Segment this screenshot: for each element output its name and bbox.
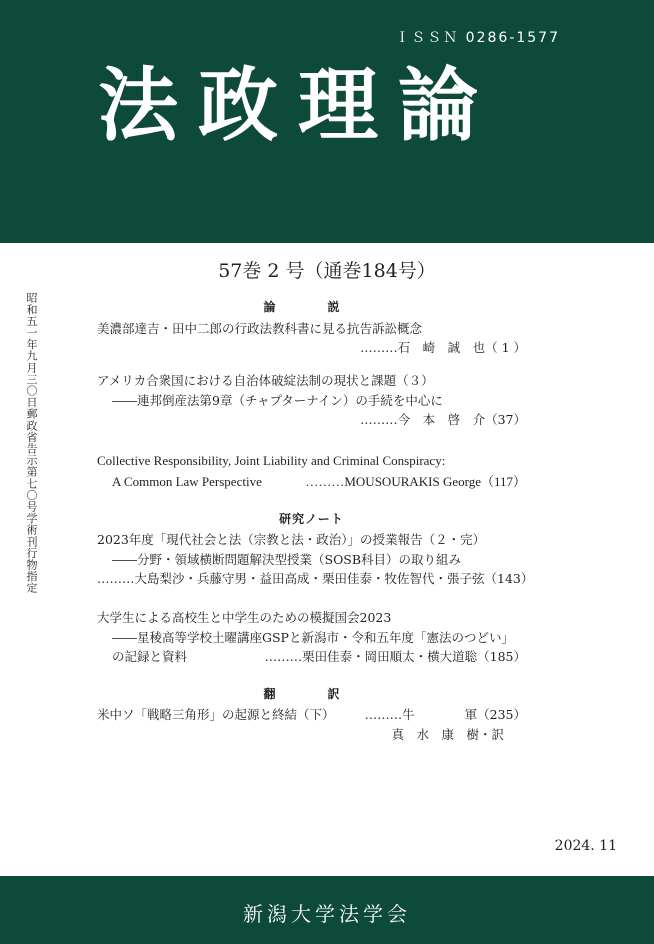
article-title: 2023年度「現代社会と法（宗教と法・政治）」の授業報告（２・完） <box>97 532 486 548</box>
article-translator: 真 水 康 樹・訳 <box>391 726 504 742</box>
publisher-name: 新潟大学法学会 <box>243 902 411 926</box>
article-title: アメリカ合衆国における自治体破綻法制の現状と課題（３） <box>97 373 434 389</box>
article-subtitle-cont: の記録と資料 <box>112 649 188 665</box>
article-title-row <box>97 705 526 724</box>
article-1 <box>97 319 526 358</box>
article-subtitle: ――分野・領域横断問題解決型授業（SOSB科目）の取り組み <box>112 551 462 567</box>
postal-registration-note: 昭和五一年九月三〇日郵政省告示第七〇号学術刊行物指定 <box>25 292 38 594</box>
article-title: Collective Responsibility, Joint Liability and Criminal Conspiracy: <box>97 453 446 469</box>
article-author: ………大島梨沙・兵藤守男・益田高成・栗田佳泰・牧佐智代・張子弦（143） <box>97 571 534 587</box>
article-subtitle: ――星稜高等学校土曜講座GSPと新潟市・令和五年度「憲法のつどい」 <box>112 629 514 645</box>
issn-number: ＩＳＳＮ 0286-1577 <box>395 30 560 46</box>
article-subtitle-row <box>97 647 526 666</box>
article-3 <box>97 451 526 491</box>
article-title: 大学生による高校生と中学生のための模擬国会2023 <box>97 610 392 626</box>
article-subtitle-row <box>97 472 526 492</box>
article-title: 米中ソ「戦略三角形」の起源と終結（下） <box>97 707 335 723</box>
issue-number: 57巻 2 号（通巻184号） <box>218 260 436 282</box>
publication-date: 2024. 11 <box>554 838 617 854</box>
article-author: ………栗田佳泰・岡田順太・横大道聡（185） <box>264 649 526 665</box>
article-subtitle: ――連邦倒産法第9章（チャプターナイン）の手続を中心に <box>112 392 443 408</box>
article-author: ………石 崎 誠 也（ 1 ） <box>360 339 526 355</box>
article-6 <box>97 705 526 744</box>
article-5 <box>97 608 526 666</box>
article-4 <box>97 530 534 588</box>
article-subtitle: A Common Law Perspective <box>112 473 262 489</box>
section-heading-kenkyu-note: 研究ノート <box>279 511 344 526</box>
section-heading-ronsetsu: 論 説 <box>263 300 360 314</box>
section-heading-honyaku: 翻 訳 <box>263 686 360 701</box>
journal-title: 法政理論 <box>98 59 498 152</box>
article-title: 美濃部達吉・田中二郎の行政法教科書に見る抗告訴訟概念 <box>97 320 423 336</box>
article-author: ………MOUSOURAKIS George（117） <box>305 473 526 489</box>
article-author: ………今 本 啓 介（37） <box>360 412 526 428</box>
article-2 <box>97 371 526 429</box>
article-author: ………牛 軍（235） <box>364 707 526 723</box>
table-of-contents <box>97 298 534 758</box>
